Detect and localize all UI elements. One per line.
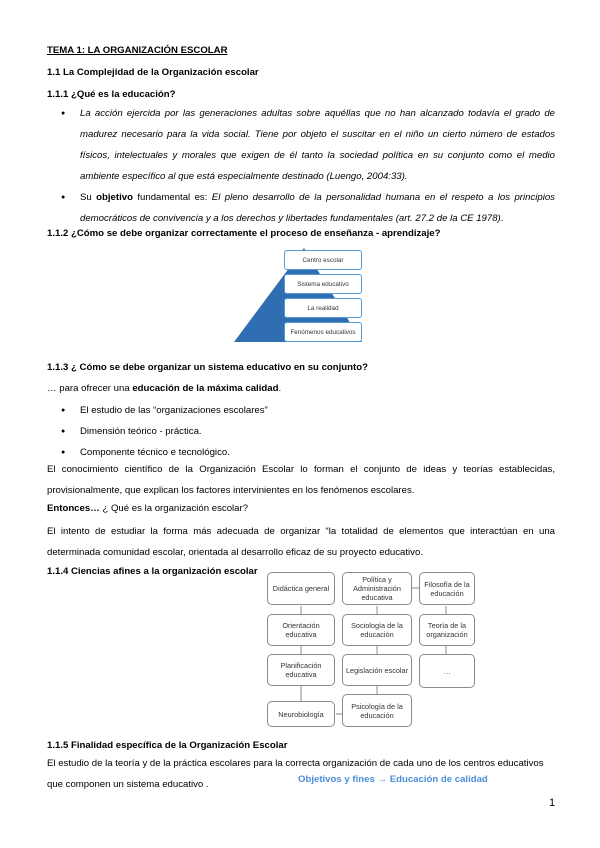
pyramid-level-4: Fenómenos educativos [284, 322, 362, 342]
subsection-heading: 1.1.1 ¿Qué es la educación? [47, 89, 176, 100]
page-title: TEMA 1: LA ORGANIZACIÓN ESCOLAR [47, 45, 228, 56]
science-sociologia: Sociología de la educación [342, 614, 412, 646]
organization-aspects-list [47, 400, 555, 463]
list-item: ● El estudio de las “organizaciones escolares” [47, 400, 555, 421]
pyramid-level-3: La realidad [284, 298, 362, 318]
list-item: ● Su objetivo fundamental es: El pleno desarrollo de la personalidad humana en el respeto a los principios democráticos de convivencia y a los derechos y libertades fundamentales (art. 27.2 de la CE 1978). [47, 187, 555, 229]
subsection-heading: 1.1.3 ¿ Cómo se debe organizar un sistema educativo en su conjunto? [47, 362, 368, 373]
intro-line: … para ofrecer una educación de la máxima calidad. [47, 383, 282, 394]
science-didactica: Didáctica general [267, 572, 335, 605]
pyramid-level-2: Sistema educativo [284, 274, 362, 294]
paragraph-knowledge: El conocimiento científico de la Organización Escolar lo forman el conjunto de ideas y teorías establecidas, provisionalmente, que explican los factores intervinientes en los fenómenos escolares. [47, 464, 555, 496]
science-orientacion: Orientación educativa [267, 614, 335, 646]
definition-text: La acción ejercida por las generaciones adultas sobre aquéllas que no han alcanzado todavía el grado de madurez necesario para la vida social. Tiene por objeto el suscitar en el niño un cierto número de estados físicos, intelectuales y morales que exigen de él tanto la sociedad política en su conjunto como el medio ambiente específico al que está especialmente destinado (Luengo, 2004:33). [80, 108, 555, 182]
question-line: Entonces… ¿ Qué es la organización escolar? [47, 503, 249, 514]
objectives-highlight: Objetivos y fines → Educación de calidad [298, 774, 488, 785]
science-psicologia: Psicología de la educación [342, 694, 412, 727]
subsection-heading: 1.1.5 Finalidad específica de la Organización Escolar [47, 740, 288, 751]
list-item [47, 103, 555, 187]
pyramid-level-1: Centro escolar [284, 250, 362, 270]
subsection-heading: 1.1.4 Ciencias afines a la organización escolar [47, 566, 258, 577]
science-teoria: Teoría de la organización [419, 614, 475, 646]
page-number: 1 [549, 797, 556, 809]
science-more: … [419, 654, 475, 688]
science-politica: Política y Administración educativa [342, 572, 412, 605]
science-neurobiologia: Neurobiología [267, 701, 335, 727]
education-definition-list [47, 103, 555, 229]
list-item: ● Dimensión teórico - práctica. [47, 421, 555, 442]
list-item: ● Componente técnico e tecnológico. [47, 442, 555, 463]
science-legislacion: Legislación escolar [342, 654, 412, 686]
paragraph-purpose: El estudio de la teoría y de la práctica escolares para la correcta organización de cada uno de los centros educativos que componen un sistema educativo . [47, 758, 544, 790]
section-heading: 1.1 La Complejidad de la Organización escolar [47, 67, 259, 78]
science-planificacion: Planificación educativa [267, 654, 335, 686]
paragraph-definition: El intento de estudiar la forma más adecuada de organizar “la totalidad de elementos que interactúan en una determinada comunidad escolar, orientada al desarrollo eficaz de su proyecto educativo. [47, 526, 555, 558]
science-filosofia: Filosofía de la educación [419, 572, 475, 605]
subsection-heading: 1.1.2 ¿Cómo se debe organizar correctamente el proceso de enseñanza - aprendizaje? [47, 228, 441, 239]
